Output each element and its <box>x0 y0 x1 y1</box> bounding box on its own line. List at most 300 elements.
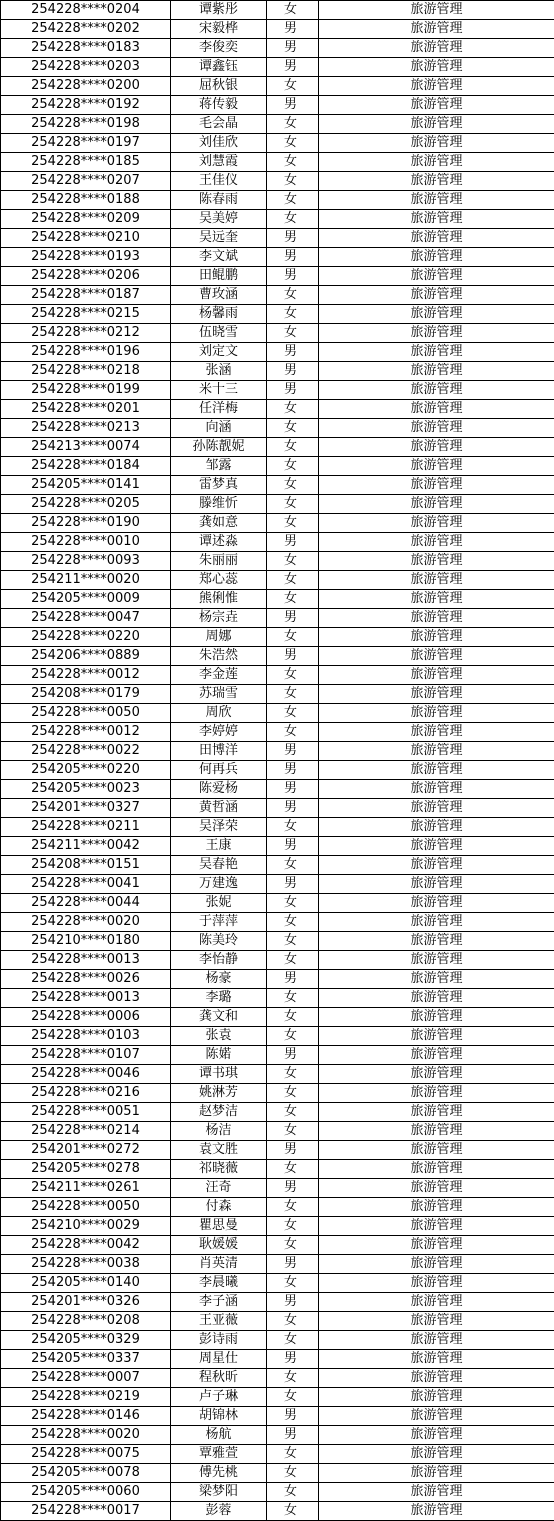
student-id-cell: 254228****0215 <box>1 305 171 324</box>
student-name-cell: 李俊奕 <box>171 39 267 58</box>
table-row <box>1 1331 554 1350</box>
student-id-cell: 254228****0216 <box>1 1084 171 1103</box>
gender-cell: 女 <box>267 590 319 609</box>
gender-cell: 女 <box>267 1312 319 1331</box>
student-id-cell: 254228****0205 <box>1 495 171 514</box>
major-cell: 旅游管理 <box>319 666 554 685</box>
major-cell: 旅游管理 <box>319 1274 554 1293</box>
major-cell: 旅游管理 <box>319 1046 554 1065</box>
gender-cell: 女 <box>267 571 319 590</box>
table-row <box>1 20 554 39</box>
major-cell: 旅游管理 <box>319 1445 554 1464</box>
table-row <box>1 1122 554 1141</box>
major-cell: 旅游管理 <box>319 1179 554 1198</box>
student-name-cell: 吴泽荣 <box>171 818 267 837</box>
table-row <box>1 514 554 533</box>
major-cell: 旅游管理 <box>319 590 554 609</box>
table-row <box>1 799 554 818</box>
student-id-cell: 254228****0146 <box>1 1407 171 1426</box>
gender-cell: 女 <box>267 1236 319 1255</box>
student-id-cell: 254201****0327 <box>1 799 171 818</box>
table-row <box>1 1483 554 1502</box>
table-row <box>1 1236 554 1255</box>
table-row <box>1 343 554 362</box>
student-id-cell: 254228****0219 <box>1 1388 171 1407</box>
student-name-cell: 汪奇 <box>171 1179 267 1198</box>
major-cell: 旅游管理 <box>319 628 554 647</box>
student-name-cell: 杨豪 <box>171 970 267 989</box>
student-id-cell: 254205****0141 <box>1 476 171 495</box>
major-cell: 旅游管理 <box>319 267 554 286</box>
student-name-cell: 姚淋芳 <box>171 1084 267 1103</box>
student-name-cell: 胡锦林 <box>171 1407 267 1426</box>
student-name-cell: 宋毅桦 <box>171 20 267 39</box>
gender-cell: 男 <box>267 381 319 400</box>
table-row <box>1 457 554 476</box>
student-name-cell: 周欣 <box>171 704 267 723</box>
table-row <box>1 210 554 229</box>
gender-cell: 女 <box>267 1027 319 1046</box>
student-id-cell: 254228****0190 <box>1 514 171 533</box>
gender-cell: 女 <box>267 210 319 229</box>
student-id-cell: 254205****0023 <box>1 780 171 799</box>
major-cell: 旅游管理 <box>319 970 554 989</box>
student-id-cell: 254228****0050 <box>1 1198 171 1217</box>
major-cell: 旅游管理 <box>319 932 554 951</box>
table-row <box>1 419 554 438</box>
table-row <box>1 400 554 419</box>
major-cell: 旅游管理 <box>319 153 554 172</box>
student-id-cell: 254228****0047 <box>1 609 171 628</box>
major-cell: 旅游管理 <box>319 1312 554 1331</box>
student-name-cell: 王亚薇 <box>171 1312 267 1331</box>
gender-cell: 女 <box>267 1103 319 1122</box>
table-row <box>1 495 554 514</box>
student-id-cell: 254228****0107 <box>1 1046 171 1065</box>
student-name-cell: 孙陈靓妮 <box>171 438 267 457</box>
student-id-cell: 254228****0050 <box>1 704 171 723</box>
student-name-cell: 杨航 <box>171 1426 267 1445</box>
gender-cell: 男 <box>267 647 319 666</box>
student-id-cell: 254228****0220 <box>1 628 171 647</box>
student-id-cell: 254228****0006 <box>1 1008 171 1027</box>
gender-cell: 女 <box>267 419 319 438</box>
gender-cell: 女 <box>267 666 319 685</box>
student-name-cell: 陈婼 <box>171 1046 267 1065</box>
major-cell: 旅游管理 <box>319 1331 554 1350</box>
table-row <box>1 837 554 856</box>
major-cell: 旅游管理 <box>319 704 554 723</box>
table-row <box>1 1008 554 1027</box>
gender-cell: 女 <box>267 685 319 704</box>
major-cell: 旅游管理 <box>319 989 554 1008</box>
student-name-cell: 赵梦洁 <box>171 1103 267 1122</box>
student-name-cell: 龚文和 <box>171 1008 267 1027</box>
major-cell: 旅游管理 <box>319 1065 554 1084</box>
student-id-cell: 254228****0183 <box>1 39 171 58</box>
table-row <box>1 362 554 381</box>
gender-cell: 女 <box>267 1065 319 1084</box>
gender-cell: 女 <box>267 1084 319 1103</box>
student-id-cell: 254228****0204 <box>1 1 171 20</box>
gender-cell: 男 <box>267 875 319 894</box>
gender-cell: 女 <box>267 438 319 457</box>
table-row <box>1 96 554 115</box>
table-row <box>1 742 554 761</box>
major-cell: 旅游管理 <box>319 343 554 362</box>
student-name-cell: 耿媛媛 <box>171 1236 267 1255</box>
student-name-cell: 陈美玲 <box>171 932 267 951</box>
major-cell: 旅游管理 <box>319 1293 554 1312</box>
table-row <box>1 1464 554 1483</box>
gender-cell: 女 <box>267 951 319 970</box>
student-id-cell: 254228****0044 <box>1 894 171 913</box>
student-id-cell: 254228****0207 <box>1 172 171 191</box>
student-id-cell: 254228****0218 <box>1 362 171 381</box>
gender-cell: 女 <box>267 1502 319 1521</box>
table-row <box>1 1 554 20</box>
gender-cell: 女 <box>267 191 319 210</box>
student-id-cell: 254228****0012 <box>1 723 171 742</box>
student-id-cell: 254228****0184 <box>1 457 171 476</box>
student-name-cell: 杨宗垚 <box>171 609 267 628</box>
table-row <box>1 590 554 609</box>
student-id-cell: 254208****0151 <box>1 856 171 875</box>
table-row <box>1 1407 554 1426</box>
student-id-cell: 254205****0220 <box>1 761 171 780</box>
table-row <box>1 1103 554 1122</box>
major-cell: 旅游管理 <box>319 20 554 39</box>
major-cell: 旅游管理 <box>319 286 554 305</box>
student-name-cell: 王康 <box>171 837 267 856</box>
student-id-cell: 254228****0206 <box>1 267 171 286</box>
major-cell: 旅游管理 <box>319 400 554 419</box>
student-id-cell: 254213****0074 <box>1 438 171 457</box>
student-id-cell: 254208****0179 <box>1 685 171 704</box>
student-name-cell: 周星仕 <box>171 1350 267 1369</box>
gender-cell: 女 <box>267 1122 319 1141</box>
student-name-cell: 刘定文 <box>171 343 267 362</box>
student-name-cell: 彭诗雨 <box>171 1331 267 1350</box>
student-name-cell: 蒋传毅 <box>171 96 267 115</box>
student-name-cell: 于萍萍 <box>171 913 267 932</box>
table-row <box>1 1350 554 1369</box>
student-id-cell: 254228****0214 <box>1 1122 171 1141</box>
table-row <box>1 1084 554 1103</box>
student-name-cell: 刘佳欣 <box>171 134 267 153</box>
student-name-cell: 张袁 <box>171 1027 267 1046</box>
student-name-cell: 吴美婷 <box>171 210 267 229</box>
student-id-cell: 254228****0012 <box>1 666 171 685</box>
major-cell: 旅游管理 <box>319 134 554 153</box>
gender-cell: 男 <box>267 1141 319 1160</box>
student-name-cell: 田博洋 <box>171 742 267 761</box>
student-id-cell: 254210****0180 <box>1 932 171 951</box>
student-name-cell: 朱浩然 <box>171 647 267 666</box>
student-id-cell: 254210****0029 <box>1 1217 171 1236</box>
table-row <box>1 1217 554 1236</box>
student-id-cell: 254228****0211 <box>1 818 171 837</box>
student-id-cell: 254228****0051 <box>1 1103 171 1122</box>
gender-cell: 女 <box>267 989 319 1008</box>
table-row <box>1 153 554 172</box>
table-row <box>1 951 554 970</box>
major-cell: 旅游管理 <box>319 229 554 248</box>
student-id-cell: 254205****0078 <box>1 1464 171 1483</box>
table-row <box>1 438 554 457</box>
student-id-cell: 254228****0013 <box>1 989 171 1008</box>
gender-cell: 女 <box>267 514 319 533</box>
table-row <box>1 970 554 989</box>
major-cell: 旅游管理 <box>319 172 554 191</box>
student-id-cell: 254211****0261 <box>1 1179 171 1198</box>
major-cell: 旅游管理 <box>319 1483 554 1502</box>
major-cell: 旅游管理 <box>319 1388 554 1407</box>
major-cell: 旅游管理 <box>319 77 554 96</box>
gender-cell: 男 <box>267 1255 319 1274</box>
student-name-cell: 龚如意 <box>171 514 267 533</box>
student-id-cell: 254228****0103 <box>1 1027 171 1046</box>
gender-cell: 女 <box>267 1160 319 1179</box>
student-id-cell: 254228****0038 <box>1 1255 171 1274</box>
gender-cell: 男 <box>267 1179 319 1198</box>
student-name-cell: 陈春雨 <box>171 191 267 210</box>
student-name-cell: 黄哲涵 <box>171 799 267 818</box>
gender-cell: 女 <box>267 305 319 324</box>
student-id-cell: 254201****0326 <box>1 1293 171 1312</box>
student-name-cell: 杨馨雨 <box>171 305 267 324</box>
student-id-cell: 254201****0272 <box>1 1141 171 1160</box>
student-name-cell: 朱丽丽 <box>171 552 267 571</box>
major-cell: 旅游管理 <box>319 495 554 514</box>
student-id-cell: 254228****0020 <box>1 1426 171 1445</box>
student-id-cell: 254228****0093 <box>1 552 171 571</box>
table-row <box>1 172 554 191</box>
student-name-cell: 邹露 <box>171 457 267 476</box>
student-name-cell: 周娜 <box>171 628 267 647</box>
gender-cell: 男 <box>267 761 319 780</box>
student-id-cell: 254228****0020 <box>1 913 171 932</box>
student-id-cell: 254228****0209 <box>1 210 171 229</box>
student-id-cell: 254228****0007 <box>1 1369 171 1388</box>
major-cell: 旅游管理 <box>319 1426 554 1445</box>
major-cell: 旅游管理 <box>319 837 554 856</box>
student-name-cell: 李文斌 <box>171 248 267 267</box>
gender-cell: 女 <box>267 476 319 495</box>
student-id-cell: 254228****0046 <box>1 1065 171 1084</box>
major-cell: 旅游管理 <box>319 1027 554 1046</box>
student-id-cell: 254211****0020 <box>1 571 171 590</box>
student-name-cell: 李璐 <box>171 989 267 1008</box>
table-row <box>1 685 554 704</box>
major-cell: 旅游管理 <box>319 609 554 628</box>
gender-cell: 男 <box>267 248 319 267</box>
student-name-cell: 刘慧霞 <box>171 153 267 172</box>
student-id-cell: 254228****0192 <box>1 96 171 115</box>
table-row <box>1 286 554 305</box>
table-row <box>1 1179 554 1198</box>
student-name-cell: 肖英清 <box>171 1255 267 1274</box>
gender-cell: 女 <box>267 1 319 20</box>
student-name-cell: 王佳仪 <box>171 172 267 191</box>
major-cell: 旅游管理 <box>319 913 554 932</box>
student-id-cell: 254228****0075 <box>1 1445 171 1464</box>
table-row <box>1 39 554 58</box>
student-name-cell: 杨洁 <box>171 1122 267 1141</box>
major-cell: 旅游管理 <box>319 571 554 590</box>
major-cell: 旅游管理 <box>319 381 554 400</box>
major-cell: 旅游管理 <box>319 1369 554 1388</box>
gender-cell: 女 <box>267 1483 319 1502</box>
table-row <box>1 1160 554 1179</box>
gender-cell: 男 <box>267 1350 319 1369</box>
student-name-cell: 向涵 <box>171 419 267 438</box>
major-cell: 旅游管理 <box>319 1502 554 1521</box>
gender-cell: 女 <box>267 1331 319 1350</box>
student-name-cell: 卢子琳 <box>171 1388 267 1407</box>
student-name-cell: 任洋梅 <box>171 400 267 419</box>
gender-cell: 男 <box>267 1293 319 1312</box>
student-name-cell: 祁晓薇 <box>171 1160 267 1179</box>
student-id-cell: 254228****0198 <box>1 115 171 134</box>
student-id-cell: 254228****0197 <box>1 134 171 153</box>
gender-cell: 男 <box>267 343 319 362</box>
table-row <box>1 324 554 343</box>
major-cell: 旅游管理 <box>319 457 554 476</box>
gender-cell: 女 <box>267 400 319 419</box>
gender-cell: 男 <box>267 1407 319 1426</box>
student-name-cell: 吴远奎 <box>171 229 267 248</box>
gender-cell: 女 <box>267 1445 319 1464</box>
student-name-cell: 雷梦真 <box>171 476 267 495</box>
major-cell: 旅游管理 <box>319 1464 554 1483</box>
student-name-cell: 熊俐惟 <box>171 590 267 609</box>
major-cell: 旅游管理 <box>319 685 554 704</box>
student-name-cell: 田鲲鹏 <box>171 267 267 286</box>
gender-cell: 女 <box>267 1388 319 1407</box>
major-cell: 旅游管理 <box>319 96 554 115</box>
gender-cell: 男 <box>267 742 319 761</box>
major-cell: 旅游管理 <box>319 362 554 381</box>
student-name-cell: 苏瑞雪 <box>171 685 267 704</box>
major-cell: 旅游管理 <box>319 894 554 913</box>
table-row <box>1 1502 554 1521</box>
gender-cell: 女 <box>267 324 319 343</box>
student-name-cell: 傅先桃 <box>171 1464 267 1483</box>
student-id-cell: 254228****0196 <box>1 343 171 362</box>
gender-cell: 女 <box>267 172 319 191</box>
student-id-cell: 254205****0009 <box>1 590 171 609</box>
student-name-cell: 米十三 <box>171 381 267 400</box>
student-id-cell: 254228****0013 <box>1 951 171 970</box>
student-name-cell: 谭鑫钰 <box>171 58 267 77</box>
student-name-cell: 郑心蕊 <box>171 571 267 590</box>
student-id-cell: 254228****0041 <box>1 875 171 894</box>
gender-cell: 女 <box>267 1464 319 1483</box>
student-name-cell: 谭书琪 <box>171 1065 267 1084</box>
student-id-cell: 254228****0010 <box>1 533 171 552</box>
table-row <box>1 1388 554 1407</box>
table-row <box>1 1369 554 1388</box>
gender-cell: 女 <box>267 77 319 96</box>
student-name-cell: 谭紫彤 <box>171 1 267 20</box>
major-cell: 旅游管理 <box>319 780 554 799</box>
major-cell: 旅游管理 <box>319 305 554 324</box>
gender-cell: 女 <box>267 894 319 913</box>
major-cell: 旅游管理 <box>319 1084 554 1103</box>
major-cell: 旅游管理 <box>319 419 554 438</box>
gender-cell: 女 <box>267 1274 319 1293</box>
student-name-cell: 李子涵 <box>171 1293 267 1312</box>
table-row <box>1 476 554 495</box>
table-row <box>1 704 554 723</box>
table-row <box>1 609 554 628</box>
major-cell: 旅游管理 <box>319 39 554 58</box>
student-name-cell: 伍晓雪 <box>171 324 267 343</box>
major-cell: 旅游管理 <box>319 1141 554 1160</box>
table-row <box>1 1141 554 1160</box>
student-id-cell: 254228****0193 <box>1 248 171 267</box>
student-name-cell: 何再兵 <box>171 761 267 780</box>
major-cell: 旅游管理 <box>319 647 554 666</box>
student-id-cell: 254228****0017 <box>1 1502 171 1521</box>
student-id-cell: 254228****0213 <box>1 419 171 438</box>
table-row <box>1 761 554 780</box>
table-row <box>1 571 554 590</box>
gender-cell: 女 <box>267 1008 319 1027</box>
table-row <box>1 894 554 913</box>
gender-cell: 男 <box>267 96 319 115</box>
gender-cell: 女 <box>267 153 319 172</box>
major-cell: 旅游管理 <box>319 476 554 495</box>
gender-cell: 女 <box>267 495 319 514</box>
table-row <box>1 1445 554 1464</box>
gender-cell: 男 <box>267 362 319 381</box>
gender-cell: 男 <box>267 229 319 248</box>
major-cell: 旅游管理 <box>319 1198 554 1217</box>
table-row <box>1 77 554 96</box>
student-name-cell: 李怡静 <box>171 951 267 970</box>
gender-cell: 女 <box>267 1217 319 1236</box>
student-name-cell: 陈爱杨 <box>171 780 267 799</box>
table-row <box>1 913 554 932</box>
major-cell: 旅游管理 <box>319 552 554 571</box>
student-id-cell: 254206****0889 <box>1 647 171 666</box>
table-row <box>1 875 554 894</box>
gender-cell: 女 <box>267 1198 319 1217</box>
gender-cell: 男 <box>267 1426 319 1445</box>
major-cell: 旅游管理 <box>319 761 554 780</box>
major-cell: 旅游管理 <box>319 514 554 533</box>
student-name-cell: 李金莲 <box>171 666 267 685</box>
major-cell: 旅游管理 <box>319 1255 554 1274</box>
student-id-cell: 254228****0212 <box>1 324 171 343</box>
student-name-cell: 曹玫涵 <box>171 286 267 305</box>
gender-cell: 男 <box>267 780 319 799</box>
major-cell: 旅游管理 <box>319 1160 554 1179</box>
table-row <box>1 628 554 647</box>
student-id-cell: 254228****0026 <box>1 970 171 989</box>
student-id-cell: 254228****0188 <box>1 191 171 210</box>
major-cell: 旅游管理 <box>319 1103 554 1122</box>
table-row <box>1 780 554 799</box>
table-row <box>1 229 554 248</box>
major-cell: 旅游管理 <box>319 875 554 894</box>
table-row <box>1 989 554 1008</box>
student-id-cell: 254205****0329 <box>1 1331 171 1350</box>
student-id-cell: 254228****0187 <box>1 286 171 305</box>
table-row <box>1 647 554 666</box>
